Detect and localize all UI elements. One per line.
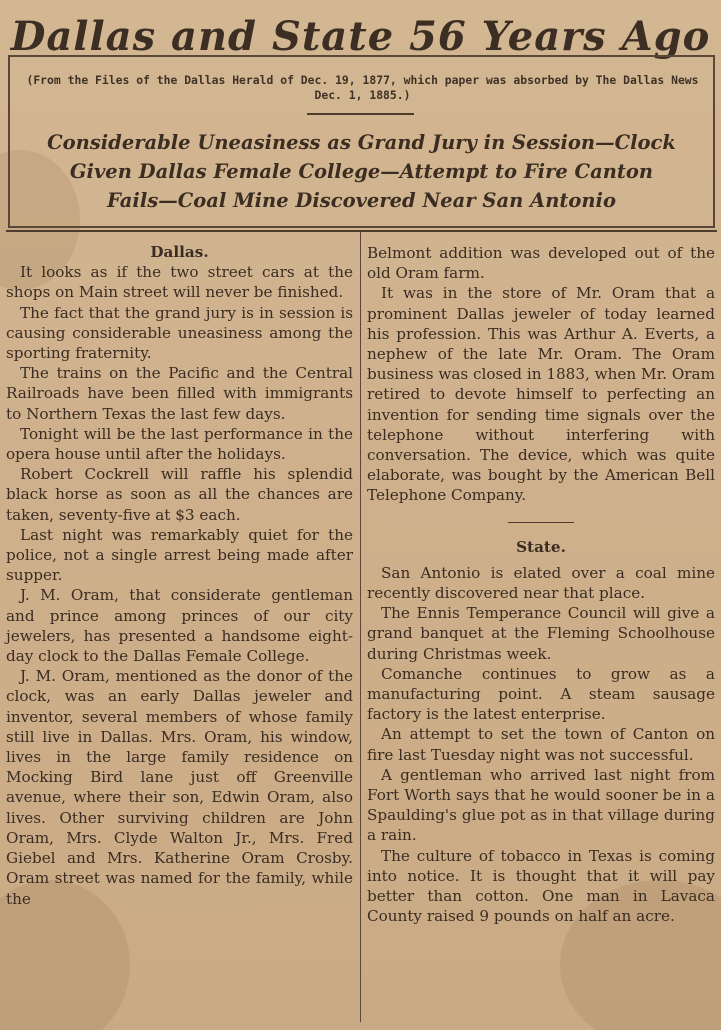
subheadline-line: Fails—Coal Mine Discovered Near San Antonio <box>107 189 616 212</box>
state-paragraph: Comanche continues to grow as a manufacturing point. A steam sausage factory is the latest enterprise. <box>367 664 715 724</box>
section-divider <box>508 522 574 523</box>
dallas-paragraph: Tonight will be the last performance in the opera house until after the holidays. <box>6 424 353 464</box>
subheadline-line: Given Dallas Female College—Attempt to Fire Canton <box>69 160 654 183</box>
source-note: (From the Files of the Dallas Herald of Dec. 19, 1877, which paper was absorbed by The Dallas News Dec. 1, 1885.) <box>26 73 699 102</box>
dallas-paragraph: J. M. Oram, that considerate gentleman and prince among princes of our city jewelers, has presented a handsome eight-day clock to the Dallas Female College. <box>6 586 353 666</box>
dallas-continued-paragraph: It was in the store of Mr. Oram that a prominent Dallas jeweler of today learned his profession. This was Arthur A. Everts, a nephew of the late Mr. Oram. The Oram business was closed in 1883, when Mr. Oram retired to devote himself to perfecting an invention for sending time signals over the telephone without interfering with conversation. The device, which was quite elaborate, was bought by the American Bell Telephone Company. <box>367 284 715 505</box>
dallas-column <box>6 242 353 909</box>
state-paragraph: An attempt to set the town of Canton on fire last Tuesday night was not successful. <box>367 725 715 764</box>
right-column <box>367 243 715 927</box>
dallas-paragraph: The fact that the grand jury is in session is causing considerable uneasiness among the sporting fraternity. <box>6 303 353 363</box>
dallas-paragraph: Last night was remarkably quiet for the police, not a single arrest being made after supper. <box>6 525 353 585</box>
column-top-rule <box>6 230 717 232</box>
dallas-paragraph: The trains on the Pacific and the Central Railroads have been filled with immigrants to Northern Texas the last few days. <box>6 364 353 423</box>
column-divider <box>360 232 361 1022</box>
dallas-section-title: Dallas. <box>150 243 209 261</box>
dallas-continued-paragraph: Belmont addition was developed out of the old Oram farm. <box>367 244 715 283</box>
headline: Dallas and State 56 Years Ago <box>10 13 711 60</box>
dallas-paragraph: Robert Cockrell will raffle his splendid black horse as soon as all the chances are taken, seventy-five at $3 each. <box>6 465 353 524</box>
state-paragraph: The Ennis Temperance Council will give a grand banquet at the Fleming Schoolhouse during Christmas week. <box>367 604 715 663</box>
state-paragraph: A gentleman who arrived last night from Fort Worth says that he would sooner be in a Spaulding's glue pot as in that village during a rain. <box>367 765 715 845</box>
subheadline-line: Considerable Uneasiness as Grand Jury in Session—Clock <box>47 131 676 154</box>
state-paragraph: San Antonio is elated over a coal mine recently discovered near that place. <box>367 563 715 603</box>
header-divider <box>307 113 414 115</box>
dallas-paragraph: J. M. Oram, mentioned as the donor of the clock, was an early Dallas jeweler and inventor, several members of whose family still live in Dallas. Mrs. Oram, his window, lives in the large family residence on Mocking Bird lane just off Greenville avenue, where their son, Edwin Oram, also lives. Other surviving children are John Oram, Mrs. Clyde Walton Jr., Mrs. Fred Giebel and Mrs. Katherine Oram Crosby. Oram street was named for the family, while the <box>6 667 353 908</box>
dallas-paragraph: It looks as if the two street cars at the shops on Main street will never be finished. <box>6 263 353 302</box>
subheadline <box>14 128 709 215</box>
state-paragraph: The culture of tobacco in Texas is coming into notice. It is thought that it will pay better than cotton. One man in Lavaca County raised 9 pounds on half an acre. <box>367 846 715 926</box>
state-section-title: State. <box>516 537 566 556</box>
